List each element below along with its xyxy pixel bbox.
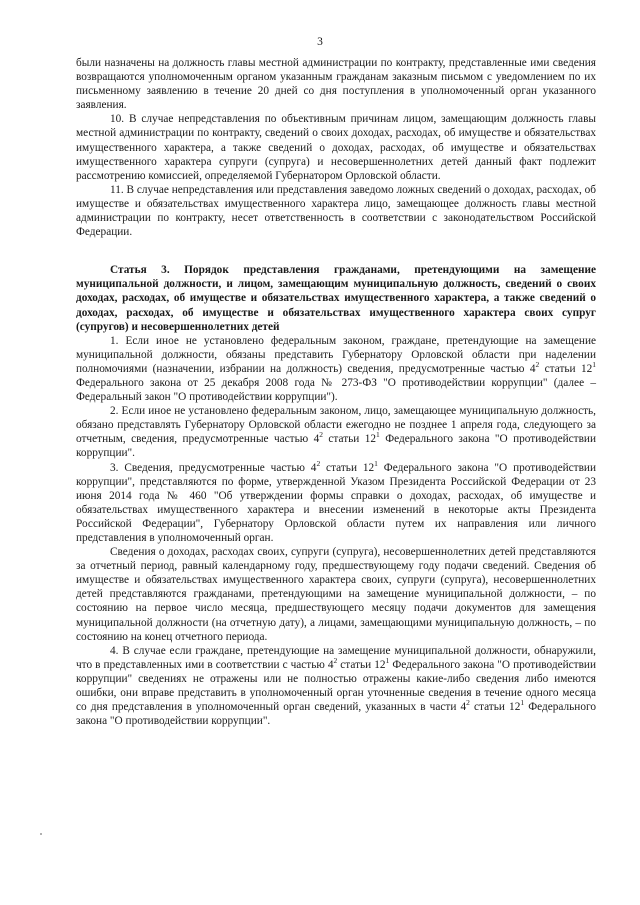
paragraph-item-10: 10. В случае непредставления по объективным причинам лицом, замещающим должность главы местной администрации по контракту, сведений о своих доходах, расходах, об имуществе и обязательствах имущественного характера, а также сведений о доходах, расходах, об имуществе и обязательствах имущественного характера супруги (супруга) и несовершеннолетних детей данный факт подлежит рассмотрению комиссией, определяемой Губернатором Орловской области. <box>76 113 596 182</box>
paragraph-continuation: были назначены на должность главы местной администрации по контракту, представленные ими сведения возвращаются уполномоченным органом указанным гражданам заказным письмом с уведомлением по их письменному заявлению в течение 20 дней со дня поступления в уполномоченный орган указанного заявления. <box>76 57 596 112</box>
document-body <box>76 56 596 728</box>
article-paragraph-3-continued: Сведения о доходах, расходах своих, супруги (супруга), несовершеннолетних детей представляются за отчетный период, равный календарному году, предшествующему году подачи сведений. Сведения об имуществе и обязательствах имущественного характера своих, супруги (супруга), несовершеннолетних детей представляются гражданами, претендующими на замещение муниципальной должности, – по состоянию на первое число месяца, предшествующего месяцу подачи документов для замещения муниципальной должности (на отчетную дату), а лицами, замещающими муниципальную должность, – по состоянию на конец отчетного периода. <box>76 546 596 643</box>
section-gap <box>76 239 596 263</box>
article-paragraph-1: 1. Если иное не установлено федеральным законом, граждане, претендующие на замещение муниципальной должности, обязаны представить Губернатору Орловской области при наделении полномочиями (назначении, избрании на должность) сведения, предусмотренные частью $4^2$ статьи $12^1$ Федерального закона от 25 декабря 2008 года № 273-ФЗ "О противодействии коррупции" (далее – Федеральный закон "О противодействии коррупции"). <box>76 334 597 404</box>
article-heading: Статья 3. Порядок представления гражданами, претендующими на замещение муниципальной должности, и лицом, замещающим муниципальную должность, сведений о своих доходах, расходах, об имуществе и обязательствах имущественного характера, а также сведений о доходах, расходах, об имуществе и обязательствах имущественного характера своих супруг (супругов) и несовершеннолетних детей <box>76 264 596 333</box>
scan-speck <box>40 833 42 835</box>
article-paragraph-2: 2. Если иное не установлено федеральным законом, лицо, замещающее муниципальную должность, обязано представлять Губернатору Орловской области ежегодно не позднее 1 апреля года, следующего за отчетным, сведения, предусмотренные частью $4^2$ статьи $12^1$ Федерального закона "О противодействии коррупции". <box>76 405 597 460</box>
article-paragraph-3: 3. Сведения, предусмотренные частью $4^2$ статьи $12^1$ Федерального закона "О противодействии коррупции", представляются по форме, утвержденной Указом Президента Российской Федерации от 23 июня 2014 года № 460 "Об утверждении формы справки о доходах, расходах, об имуществе и обязательствах имущественного характера и внесении изменений в некоторые акты Президента Российской Федерации", Губернатору Орловской области путем их направления или личного представления в уполномоченный орган. <box>76 458 597 544</box>
article-paragraph-4: 4. В случае если граждане, претендующие на замещение муниципальной должности, обнаружили, что в представленных ими в соответствии с частью $4^2$ статьи $12^1$ Федерального закона "О противодействии коррупции" сведениях не отражены или не полностью отражены какие-либо сведения либо имеются ошибки, они вправе представить в уполномоченный орган уточненные сведения в течение одного месяца со дня представления в уполномоченный орган сведений, указанных в части $4^2$ статьи $12^1$ Федерального закона "О противодействии коррупции". <box>76 644 597 728</box>
page-number: 3 <box>317 36 323 48</box>
paragraph-item-11: 11. В случае непредставления или представления заведомо ложных сведений о доходах, расходах, об имуществе и обязательствах имущественного характера лицо, замещающее должность главы местной администрации по контракту, несет ответственность в соответствии с законодательством Российской Федерации. <box>76 183 596 239</box>
